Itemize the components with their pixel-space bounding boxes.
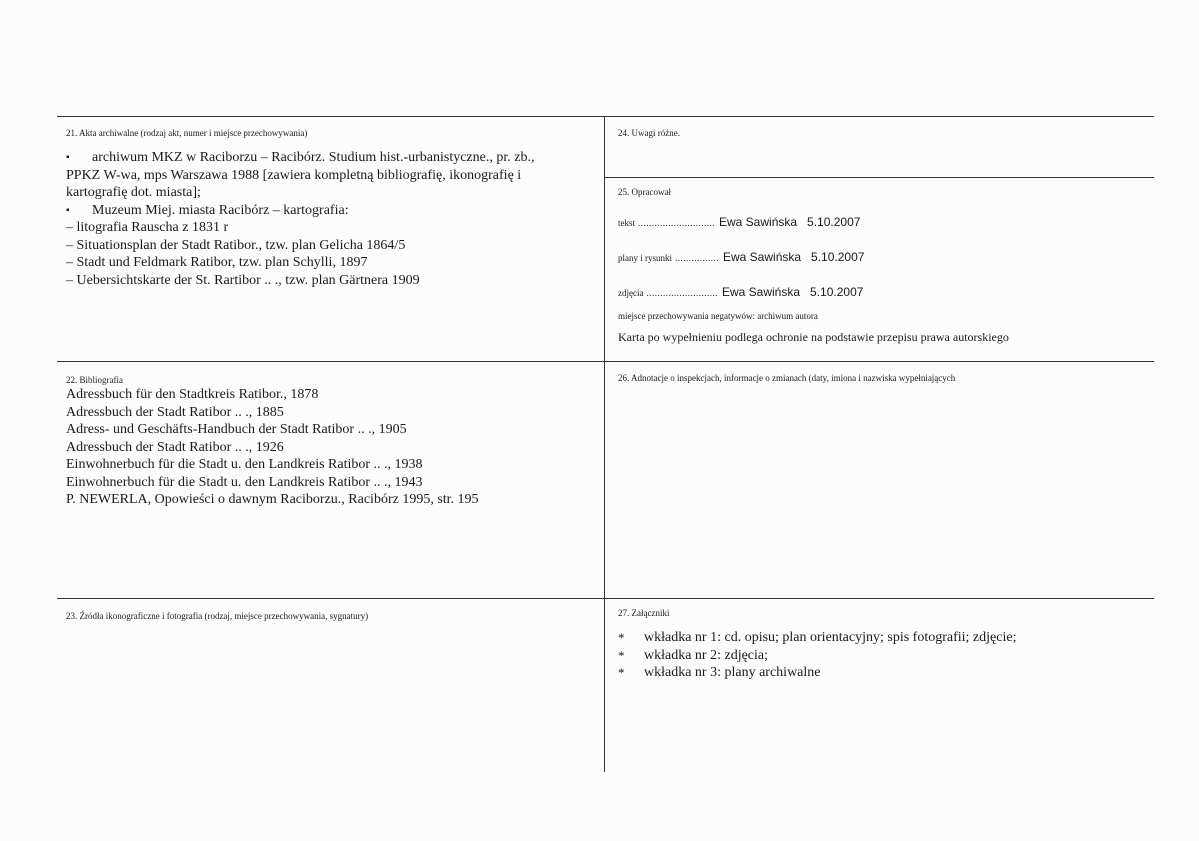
attachments-list <box>618 629 1148 682</box>
bibliography-entry: Adressbuch der Stadt Ratibor .. ., 1926 <box>66 439 284 455</box>
bibliography-entry: Adressbuch der Stadt Ratibor .. ., 1885 <box>66 404 284 420</box>
section-inspection-notes <box>618 372 1148 384</box>
date-value: 5.10.2007 <box>810 285 864 299</box>
list-item-text: Muzeum Miej. miasta Racibórz – kartografia: <box>92 202 349 218</box>
section-archival-records <box>66 127 596 289</box>
section-21-title: 21. Akta archiwalne (rodzaj akt, numer i miejsce przechowywania) <box>66 128 308 138</box>
list-item-line: – Stadt und Feldmark Ratibor, tzw. plan Schylli, 1897 <box>66 255 368 270</box>
section-23-title: 23. Źródła ikonograficzne i fotografia (rodzaj, miejsce przechowywania, sygnatury) <box>66 611 369 621</box>
prepared-by-row <box>618 216 1148 230</box>
list-item-line: – litografia Rauscha z 1831 r <box>66 220 229 235</box>
attachment-text: wkładka nr 3: plany archiwalne <box>644 665 821 680</box>
divider-24-25 <box>605 177 1154 178</box>
author-name: Ewa Sawińska <box>723 250 802 264</box>
square-bullet-icon: ▪ <box>66 204 70 216</box>
section-22-title: 22. Bibliografia <box>66 375 123 385</box>
divider-row-2 <box>57 598 1154 599</box>
list-item-line: PPKZ W-wa, mps Warszawa 1988 [zawiera kompletną bibliografię, ikonografię i <box>66 167 522 183</box>
section-25-title: 25. Opracował <box>618 187 671 197</box>
square-bullet-icon: ▪ <box>66 152 70 163</box>
attachment-item <box>618 647 1148 665</box>
dotted-leader: ............................ <box>638 218 715 228</box>
list-item-text: archiwum MKZ w Raciborzu – Racibórz. Studium hist.-urbanistyczne., pr. zb., <box>92 150 535 165</box>
field-label: plany i rysunki <box>618 253 672 263</box>
bibliography-entry: Einwohnerbuch für die Stadt u. den Landkreis Ratibor .. ., 1938 <box>66 457 423 472</box>
prepared-by-row <box>618 251 1148 265</box>
bibliography-entry: Adress- und Geschäfts-Handbuch der Stadt Ratibor .. ., 1905 <box>66 422 407 437</box>
list-item-line: kartografię dot. miasta]; <box>66 185 201 200</box>
center-divider <box>604 116 605 772</box>
list-item-line: – Situationsplan der Stadt Ratibor., tzw. plan Gelicha 1864/5 <box>66 237 406 253</box>
author-name: Ewa Sawińska <box>721 285 801 299</box>
dotted-leader: ................ <box>675 253 719 263</box>
date-value: 5.10.2007 <box>811 250 865 264</box>
bibliography-entry: P. NEWERLA, Opowieści o dawnym Raciborzu., Racibórz 1995, str. 195 <box>66 492 479 507</box>
negatives-location: miejsce przechowywania negatywów: archiwum autora <box>618 311 818 321</box>
bibliography-entry: Einwohnerbuch für die Stadt u. den Landkreis Ratibor .. ., 1943 <box>66 474 423 490</box>
section-24-title: 24. Uwagi różne. <box>618 128 680 138</box>
asterisk-bullet-icon: * <box>618 630 625 645</box>
attachment-text: wkładka nr 2: zdjęcia; <box>644 647 769 663</box>
archival-records-list <box>66 149 596 289</box>
prepared-by-rows <box>618 216 1148 300</box>
field-label: zdjęcia <box>618 288 644 298</box>
asterisk-bullet-icon: * <box>618 665 625 680</box>
date-value: 5.10.2007 <box>807 215 861 229</box>
list-item-line: – Uebersichtskarte der St. Rartibor .. ., tzw. plan Gärtnera 1909 <box>66 272 420 288</box>
section-prepared-by <box>618 186 1148 345</box>
divider-row-1 <box>57 361 1154 362</box>
section-26-title: 26. Adnotacje o inspekcjach, informacje o zmianach (daty, imiona i nazwiska wypełniających <box>618 373 956 383</box>
dotted-leader: .......................... <box>646 288 718 298</box>
section-bibliography <box>66 374 596 509</box>
section-27-title: 27. Załączniki <box>618 608 670 618</box>
asterisk-bullet-icon: * <box>618 647 625 663</box>
prepared-by-row <box>618 286 1148 300</box>
attachment-item <box>618 629 1148 647</box>
bibliography-entry: Adressbuch für den Stadtkreis Ratibor., 1878 <box>66 387 319 402</box>
attachment-text: wkładka nr 1: cd. opisu; plan orientacyjny; spis fotografii; zdjęcie; <box>644 630 1017 645</box>
copyright-note: Karta po wypełnieniu podlega ochronie na podstawie przepisu prawa autorskiego <box>618 330 1009 344</box>
attachment-item <box>618 664 1148 682</box>
field-label: tekst <box>618 218 635 228</box>
list-item <box>66 149 596 167</box>
author-name: Ewa Sawińska <box>719 215 798 229</box>
section-remarks <box>618 127 1148 139</box>
list-item <box>66 202 596 220</box>
top-border <box>57 116 1154 117</box>
section-iconographic-sources <box>66 610 596 622</box>
section-attachments <box>618 607 1148 682</box>
bibliography-list <box>66 386 596 509</box>
